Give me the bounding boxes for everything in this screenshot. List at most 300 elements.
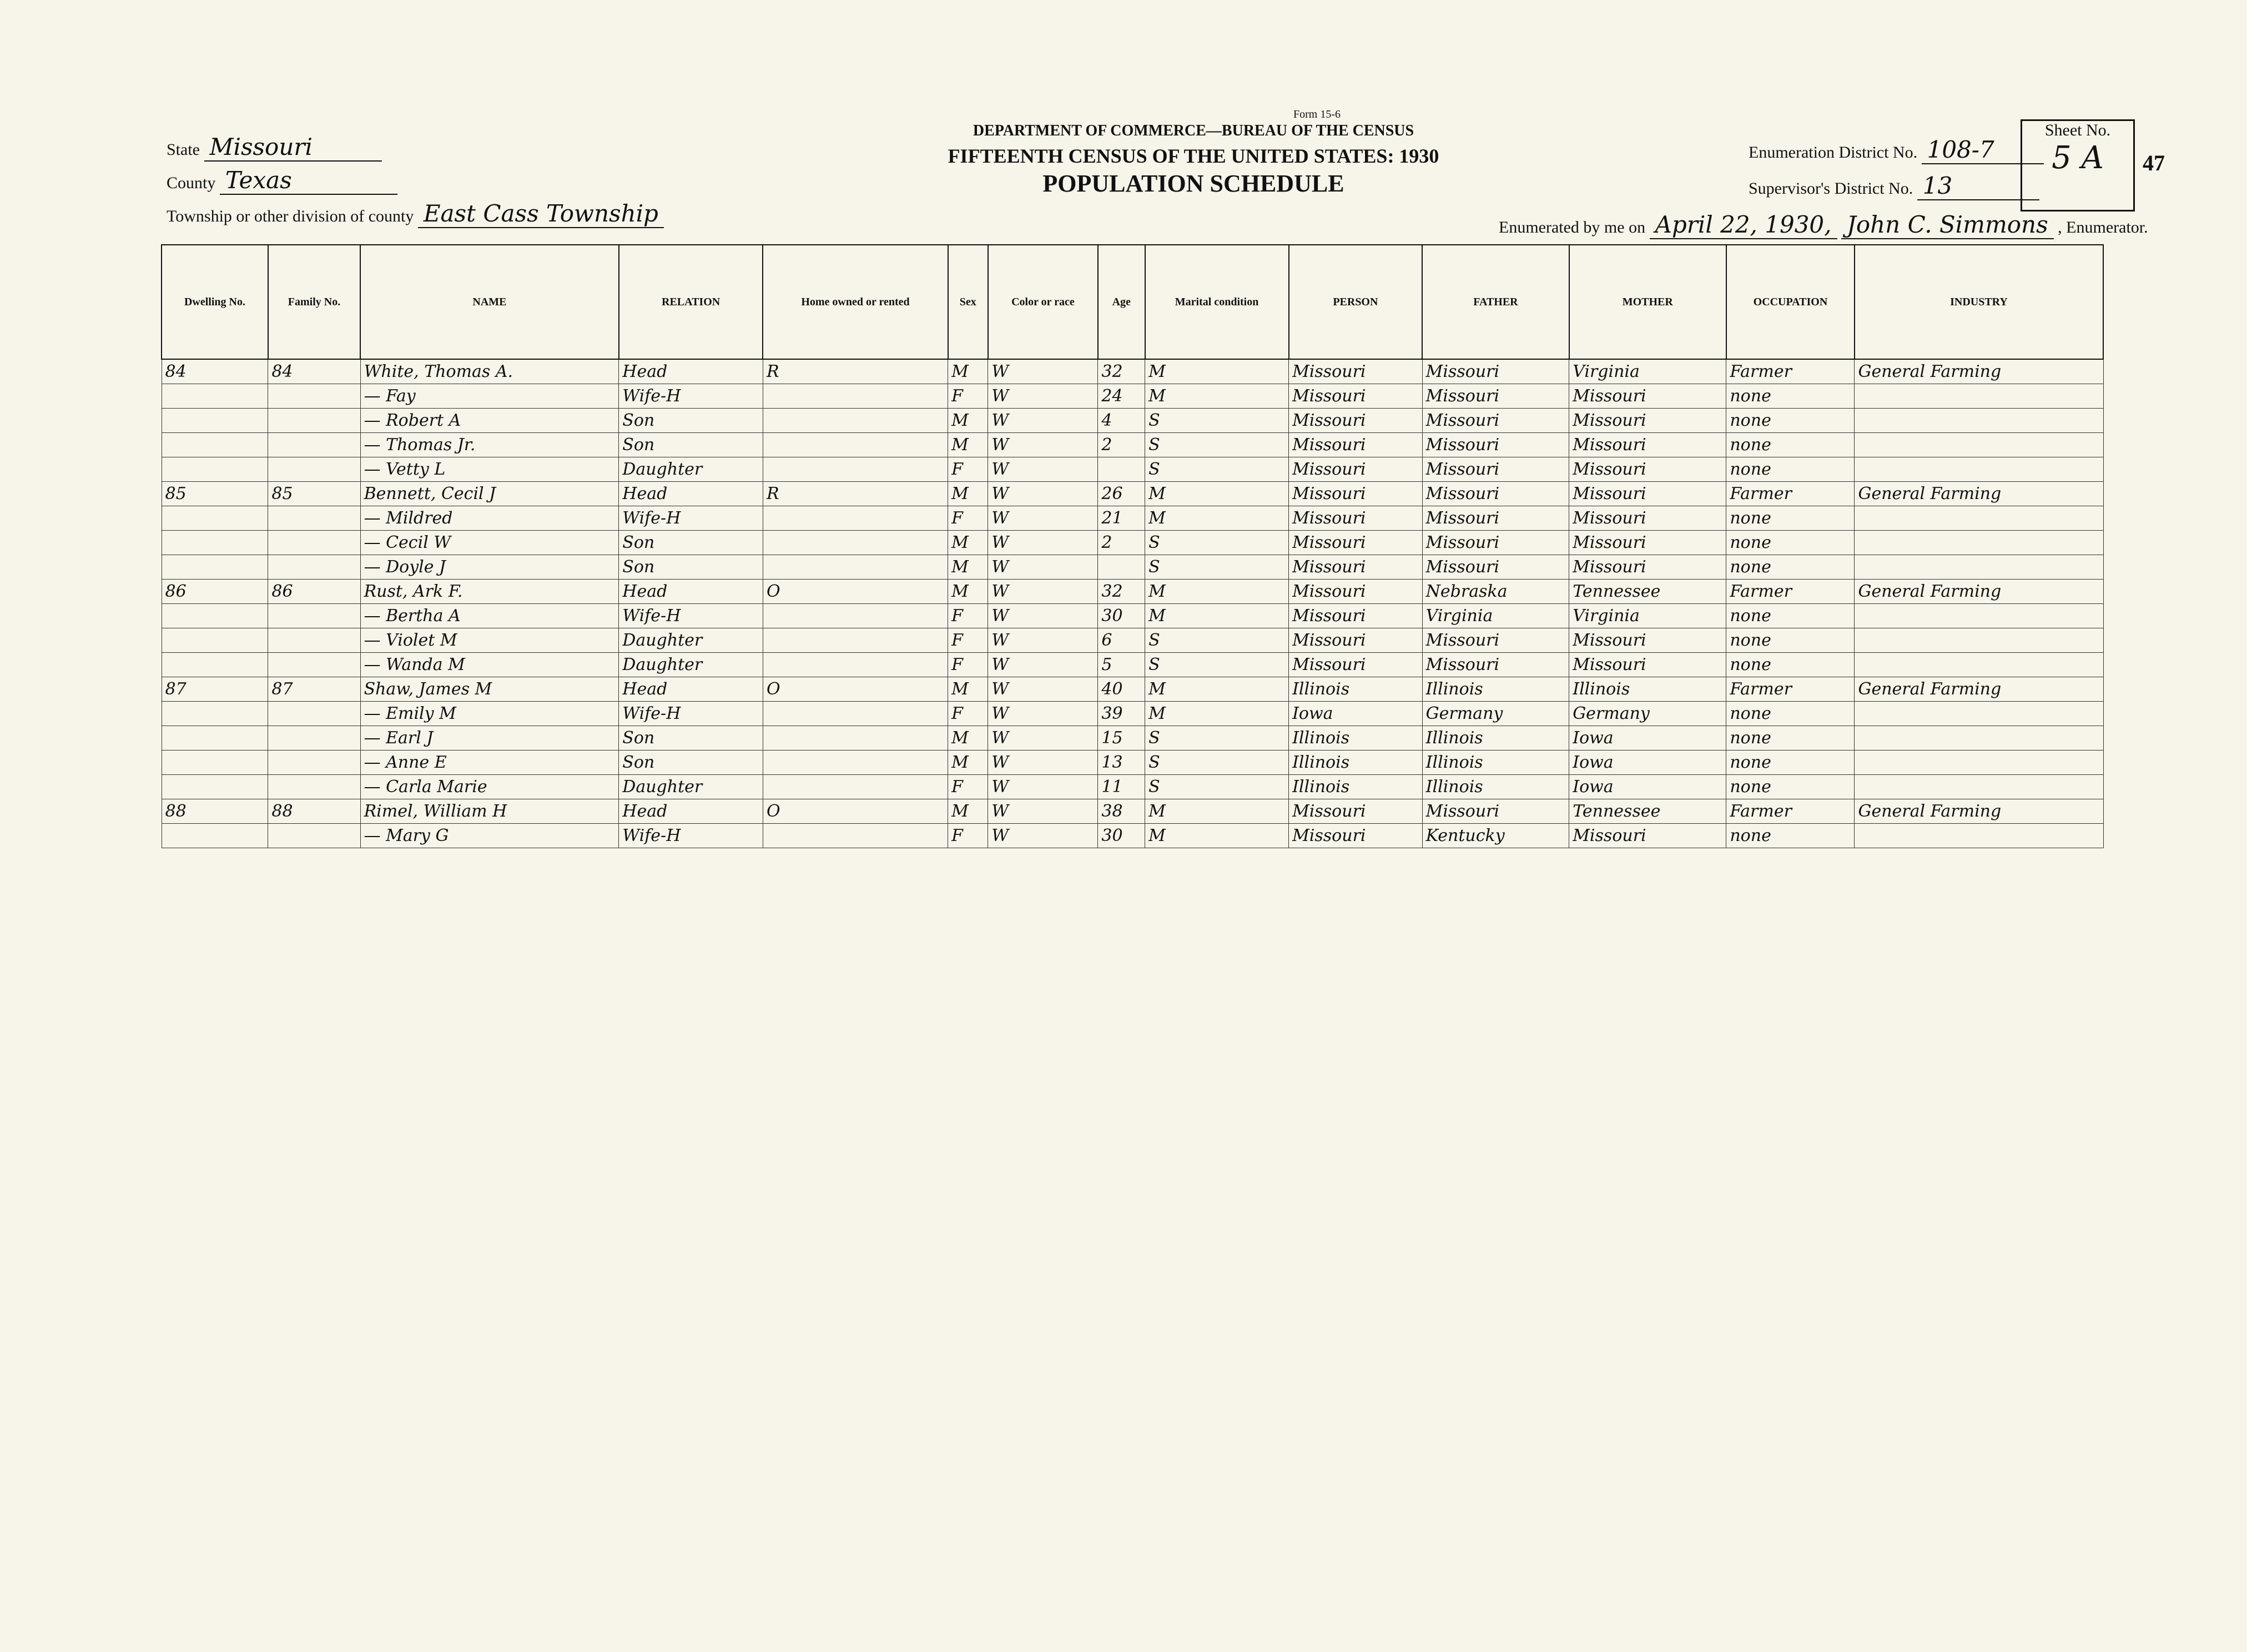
cell-mother: Missouri: [1569, 531, 1726, 555]
col-relation: RELATION: [619, 245, 763, 359]
cell-name: — Doyle J: [360, 555, 619, 580]
sheet-number-box: [2021, 119, 2135, 211]
cell-dwelling: 87: [162, 677, 268, 702]
cell-father: Illinois: [1422, 726, 1569, 751]
cell-relation: Daughter: [619, 653, 763, 677]
cell-sex: M: [948, 409, 988, 433]
cell-race: W: [988, 433, 1098, 457]
cell-industry: General Farming: [1855, 677, 2103, 702]
cell-occupation: none: [1726, 506, 1855, 531]
cell-father: Missouri: [1422, 506, 1569, 531]
table-row: [162, 751, 2103, 775]
cell-dwelling: 85: [162, 482, 268, 506]
cell-marital: S: [1145, 409, 1289, 433]
cell-birthplace: Iowa: [1289, 702, 1423, 726]
col-sex: Sex: [948, 245, 988, 359]
col-race: Color or race: [988, 245, 1098, 359]
cell-name: Rimel, William H: [360, 799, 619, 824]
cell-family: [268, 726, 360, 751]
township-field: [167, 200, 664, 228]
table-row: [162, 653, 2103, 677]
cell-industry: [1855, 409, 2103, 433]
col-mother: MOTHER: [1569, 245, 1726, 359]
cell-race: W: [988, 457, 1098, 482]
cell-birthplace: Illinois: [1289, 677, 1423, 702]
cell-industry: [1855, 653, 2103, 677]
cell-father: Missouri: [1422, 359, 1569, 384]
census-rows: [162, 359, 2103, 848]
cell-name: Rust, Ark F.: [360, 580, 619, 604]
cell-dwelling: [162, 604, 268, 628]
cell-occupation: none: [1726, 604, 1855, 628]
cell-home: R: [763, 482, 948, 506]
cell-name: — Earl J: [360, 726, 619, 751]
cell-mother: Missouri: [1569, 824, 1726, 848]
cell-home: [763, 751, 948, 775]
cell-father: Illinois: [1422, 677, 1569, 702]
cell-father: Missouri: [1422, 457, 1569, 482]
cell-race: W: [988, 628, 1098, 653]
cell-family: [268, 384, 360, 409]
cell-age: 30: [1098, 604, 1145, 628]
cell-mother: Missouri: [1569, 433, 1726, 457]
table-row: [162, 531, 2103, 555]
cell-occupation: none: [1726, 433, 1855, 457]
cell-relation: Wife-H: [619, 824, 763, 848]
cell-marital: S: [1145, 751, 1289, 775]
cell-family: 84: [268, 359, 360, 384]
cell-father: Missouri: [1422, 433, 1569, 457]
county-label: County: [167, 174, 216, 192]
cell-dwelling: [162, 457, 268, 482]
cell-mother: Virginia: [1569, 604, 1726, 628]
cell-occupation: Farmer: [1726, 482, 1855, 506]
cell-name: — Vetty L: [360, 457, 619, 482]
page-number: 47: [2143, 150, 2165, 175]
department-title: DEPARTMENT OF COMMERCE—BUREAU OF THE CENSUS: [973, 122, 1414, 139]
cell-industry: [1855, 384, 2103, 409]
cell-relation: Wife-H: [619, 604, 763, 628]
cell-race: W: [988, 506, 1098, 531]
cell-race: W: [988, 751, 1098, 775]
table-row: [162, 580, 2103, 604]
cell-occupation: Farmer: [1726, 677, 1855, 702]
cell-family: [268, 775, 360, 799]
cell-age: [1098, 555, 1145, 580]
cell-marital: S: [1145, 775, 1289, 799]
cell-race: W: [988, 799, 1098, 824]
cell-race: W: [988, 604, 1098, 628]
cell-mother: Illinois: [1569, 677, 1726, 702]
cell-dwelling: [162, 384, 268, 409]
cell-relation: Wife-H: [619, 384, 763, 409]
cell-sex: F: [948, 702, 988, 726]
enumerator-name: John C. Simmons: [1841, 211, 2054, 239]
cell-home: [763, 506, 948, 531]
cell-dwelling: 84: [162, 359, 268, 384]
cell-occupation: none: [1726, 751, 1855, 775]
cell-sex: M: [948, 799, 988, 824]
cell-dwelling: [162, 775, 268, 799]
township-label: Township or other division of county: [167, 207, 414, 225]
cell-family: [268, 433, 360, 457]
table-row: [162, 555, 2103, 580]
cell-home: O: [763, 677, 948, 702]
col-home: Home owned or rented: [763, 245, 948, 359]
cell-family: 85: [268, 482, 360, 506]
cell-relation: Son: [619, 555, 763, 580]
cell-marital: M: [1145, 482, 1289, 506]
cell-age: [1098, 457, 1145, 482]
cell-race: W: [988, 580, 1098, 604]
cell-family: [268, 555, 360, 580]
cell-sex: M: [948, 531, 988, 555]
cell-mother: Iowa: [1569, 726, 1726, 751]
cell-father: Missouri: [1422, 531, 1569, 555]
cell-dwelling: [162, 628, 268, 653]
cell-marital: S: [1145, 433, 1289, 457]
cell-birthplace: Missouri: [1289, 409, 1423, 433]
table-row: [162, 457, 2103, 482]
cell-family: [268, 531, 360, 555]
cell-industry: General Farming: [1855, 482, 2103, 506]
cell-relation: Head: [619, 482, 763, 506]
col-father: FATHER: [1422, 245, 1569, 359]
cell-marital: M: [1145, 359, 1289, 384]
cell-age: 30: [1098, 824, 1145, 848]
cell-occupation: Farmer: [1726, 799, 1855, 824]
cell-family: [268, 751, 360, 775]
table-row: [162, 726, 2103, 751]
table-row: [162, 482, 2103, 506]
cell-occupation: none: [1726, 726, 1855, 751]
form-number: Form 15-6: [1293, 108, 1341, 120]
cell-family: [268, 702, 360, 726]
enumerated-date: April 22, 1930,: [1650, 211, 1837, 239]
cell-sex: F: [948, 384, 988, 409]
cell-relation: Son: [619, 751, 763, 775]
cell-race: W: [988, 359, 1098, 384]
state-label: State: [167, 140, 200, 159]
cell-dwelling: [162, 555, 268, 580]
cell-birthplace: Missouri: [1289, 580, 1423, 604]
cell-age: 24: [1098, 384, 1145, 409]
cell-occupation: Farmer: [1726, 580, 1855, 604]
cell-marital: M: [1145, 824, 1289, 848]
col-name: NAME: [360, 245, 619, 359]
col-family: Family No.: [268, 245, 360, 359]
cell-age: 13: [1098, 751, 1145, 775]
cell-race: W: [988, 775, 1098, 799]
cell-relation: Daughter: [619, 628, 763, 653]
col-occupation: OCCUPATION: [1726, 245, 1855, 359]
cell-marital: M: [1145, 506, 1289, 531]
cell-marital: M: [1145, 677, 1289, 702]
cell-relation: Son: [619, 531, 763, 555]
cell-home: [763, 531, 948, 555]
cell-relation: Son: [619, 726, 763, 751]
cell-birthplace: Missouri: [1289, 482, 1423, 506]
cell-name: — Carla Marie: [360, 775, 619, 799]
cell-family: [268, 628, 360, 653]
cell-dwelling: [162, 726, 268, 751]
cell-name: — Bertha A: [360, 604, 619, 628]
cell-family: [268, 653, 360, 677]
col-dwelling: Dwelling No.: [162, 245, 268, 359]
cell-father: Illinois: [1422, 775, 1569, 799]
cell-family: [268, 409, 360, 433]
cell-sex: M: [948, 555, 988, 580]
col-marital: Marital condition: [1145, 245, 1289, 359]
cell-age: 40: [1098, 677, 1145, 702]
cell-relation: Daughter: [619, 457, 763, 482]
cell-birthplace: Illinois: [1289, 726, 1423, 751]
cell-home: [763, 433, 948, 457]
cell-industry: General Farming: [1855, 799, 2103, 824]
cell-relation: Wife-H: [619, 506, 763, 531]
cell-home: [763, 457, 948, 482]
cell-race: W: [988, 482, 1098, 506]
cell-mother: Missouri: [1569, 628, 1726, 653]
township-value: East Cass Township: [418, 200, 664, 228]
supervisor-district-value: 13: [1917, 172, 2039, 200]
cell-home: [763, 775, 948, 799]
cell-father: Illinois: [1422, 751, 1569, 775]
cell-father: Germany: [1422, 702, 1569, 726]
cell-birthplace: Illinois: [1289, 751, 1423, 775]
cell-father: Nebraska: [1422, 580, 1569, 604]
cell-industry: [1855, 628, 2103, 653]
cell-industry: [1855, 506, 2103, 531]
cell-dwelling: [162, 531, 268, 555]
cell-dwelling: [162, 506, 268, 531]
col-industry: INDUSTRY: [1855, 245, 2103, 359]
cell-industry: [1855, 457, 2103, 482]
cell-family: 88: [268, 799, 360, 824]
enumeration-district-value: 108-7: [1922, 136, 2044, 164]
table-row: [162, 775, 2103, 799]
cell-race: W: [988, 677, 1098, 702]
cell-occupation: none: [1726, 555, 1855, 580]
cell-race: W: [988, 824, 1098, 848]
cell-mother: Tennessee: [1569, 580, 1726, 604]
cell-race: W: [988, 726, 1098, 751]
cell-marital: S: [1145, 653, 1289, 677]
cell-race: W: [988, 702, 1098, 726]
cell-home: [763, 604, 948, 628]
cell-father: Missouri: [1422, 409, 1569, 433]
cell-relation: Daughter: [619, 775, 763, 799]
table-row: [162, 604, 2103, 628]
cell-relation: Son: [619, 409, 763, 433]
table-row: [162, 677, 2103, 702]
cell-home: [763, 555, 948, 580]
cell-age: 32: [1098, 580, 1145, 604]
cell-birthplace: Missouri: [1289, 628, 1423, 653]
enumerated-label: Enumerated by me on: [1499, 218, 1646, 236]
cell-father: Missouri: [1422, 555, 1569, 580]
enumeration-district-label: Enumeration District No.: [1749, 143, 1918, 162]
cell-occupation: none: [1726, 531, 1855, 555]
cell-birthplace: Missouri: [1289, 433, 1423, 457]
cell-age: 4: [1098, 409, 1145, 433]
cell-home: O: [763, 799, 948, 824]
cell-sex: M: [948, 751, 988, 775]
cell-occupation: none: [1726, 628, 1855, 653]
col-birthplace: PERSON: [1289, 245, 1423, 359]
cell-sex: F: [948, 824, 988, 848]
cell-age: 38: [1098, 799, 1145, 824]
enumeration-district-field: [1749, 136, 2044, 164]
cell-age: 2: [1098, 531, 1145, 555]
cell-birthplace: Missouri: [1289, 824, 1423, 848]
population-table: [161, 244, 2104, 848]
cell-dwelling: [162, 702, 268, 726]
col-age: Age: [1098, 245, 1145, 359]
cell-sex: M: [948, 433, 988, 457]
cell-birthplace: Missouri: [1289, 604, 1423, 628]
cell-sex: M: [948, 677, 988, 702]
cell-father: Missouri: [1422, 384, 1569, 409]
cell-home: [763, 628, 948, 653]
cell-relation: Head: [619, 359, 763, 384]
cell-industry: [1855, 604, 2103, 628]
cell-occupation: none: [1726, 457, 1855, 482]
cell-mother: Missouri: [1569, 555, 1726, 580]
cell-father: Missouri: [1422, 653, 1569, 677]
cell-occupation: none: [1726, 775, 1855, 799]
cell-name: — Emily M: [360, 702, 619, 726]
cell-marital: S: [1145, 531, 1289, 555]
cell-home: [763, 702, 948, 726]
cell-industry: [1855, 824, 2103, 848]
cell-father: Kentucky: [1422, 824, 1569, 848]
schedule-title: POPULATION SCHEDULE: [1042, 170, 1344, 197]
cell-marital: S: [1145, 555, 1289, 580]
cell-mother: Missouri: [1569, 653, 1726, 677]
cell-father: Missouri: [1422, 799, 1569, 824]
cell-relation: Head: [619, 799, 763, 824]
table-row: [162, 433, 2103, 457]
cell-name: White, Thomas A.: [360, 359, 619, 384]
cell-race: W: [988, 555, 1098, 580]
cell-dwelling: [162, 409, 268, 433]
cell-relation: Son: [619, 433, 763, 457]
cell-birthplace: Missouri: [1289, 359, 1423, 384]
cell-family: 87: [268, 677, 360, 702]
cell-home: O: [763, 580, 948, 604]
county-value: Texas: [220, 167, 397, 195]
cell-age: 2: [1098, 433, 1145, 457]
cell-name: — Wanda M: [360, 653, 619, 677]
cell-industry: General Farming: [1855, 580, 2103, 604]
cell-mother: Missouri: [1569, 457, 1726, 482]
cell-mother: Missouri: [1569, 506, 1726, 531]
cell-occupation: none: [1726, 384, 1855, 409]
table-row: [162, 799, 2103, 824]
cell-mother: Iowa: [1569, 751, 1726, 775]
cell-sex: F: [948, 653, 988, 677]
cell-mother: Missouri: [1569, 482, 1726, 506]
cell-age: 26: [1098, 482, 1145, 506]
table-row: [162, 384, 2103, 409]
cell-marital: M: [1145, 384, 1289, 409]
cell-relation: Head: [619, 677, 763, 702]
cell-marital: S: [1145, 628, 1289, 653]
sheet-label: Sheet No.: [2044, 121, 2111, 139]
cell-industry: [1855, 775, 2103, 799]
cell-birthplace: Missouri: [1289, 457, 1423, 482]
cell-mother: Iowa: [1569, 775, 1726, 799]
cell-occupation: none: [1726, 824, 1855, 848]
cell-family: [268, 457, 360, 482]
cell-race: W: [988, 653, 1098, 677]
cell-sex: F: [948, 604, 988, 628]
cell-occupation: none: [1726, 409, 1855, 433]
cell-name: — Mary G: [360, 824, 619, 848]
cell-mother: Tennessee: [1569, 799, 1726, 824]
table-row: [162, 506, 2103, 531]
state-field: [167, 133, 382, 162]
cell-father: Missouri: [1422, 628, 1569, 653]
cell-family: [268, 604, 360, 628]
cell-sex: M: [948, 580, 988, 604]
cell-marital: M: [1145, 604, 1289, 628]
cell-age: 6: [1098, 628, 1145, 653]
cell-age: 39: [1098, 702, 1145, 726]
cell-relation: Head: [619, 580, 763, 604]
cell-name: Bennett, Cecil J: [360, 482, 619, 506]
cell-sex: F: [948, 457, 988, 482]
cell-mother: Missouri: [1569, 409, 1726, 433]
cell-birthplace: Missouri: [1289, 555, 1423, 580]
cell-birthplace: Missouri: [1289, 799, 1423, 824]
cell-industry: [1855, 433, 2103, 457]
table-row: [162, 409, 2103, 433]
cell-industry: General Farming: [1855, 359, 2103, 384]
cell-mother: Germany: [1569, 702, 1726, 726]
cell-dwelling: [162, 433, 268, 457]
cell-race: W: [988, 531, 1098, 555]
cell-industry: [1855, 726, 2103, 751]
table-row: [162, 824, 2103, 848]
cell-sex: F: [948, 506, 988, 531]
cell-marital: S: [1145, 726, 1289, 751]
cell-age: 21: [1098, 506, 1145, 531]
cell-birthplace: Missouri: [1289, 384, 1423, 409]
cell-sex: M: [948, 726, 988, 751]
table-row: [162, 359, 2103, 384]
census-title: FIFTEENTH CENSUS OF THE UNITED STATES: 1930: [948, 145, 1439, 167]
cell-occupation: none: [1726, 653, 1855, 677]
cell-occupation: Farmer: [1726, 359, 1855, 384]
sheet-value: 5 A: [2052, 140, 2104, 176]
column-header-row: [162, 245, 2103, 359]
cell-father: Virginia: [1422, 604, 1569, 628]
cell-industry: [1855, 531, 2103, 555]
cell-mother: Virginia: [1569, 359, 1726, 384]
cell-marital: M: [1145, 580, 1289, 604]
cell-home: [763, 409, 948, 433]
cell-occupation: none: [1726, 702, 1855, 726]
supervisor-district-label: Supervisor's District No.: [1749, 179, 1913, 198]
cell-sex: M: [948, 482, 988, 506]
cell-sex: F: [948, 775, 988, 799]
cell-relation: Wife-H: [619, 702, 763, 726]
cell-dwelling: 88: [162, 799, 268, 824]
cell-family: 86: [268, 580, 360, 604]
cell-industry: [1855, 702, 2103, 726]
